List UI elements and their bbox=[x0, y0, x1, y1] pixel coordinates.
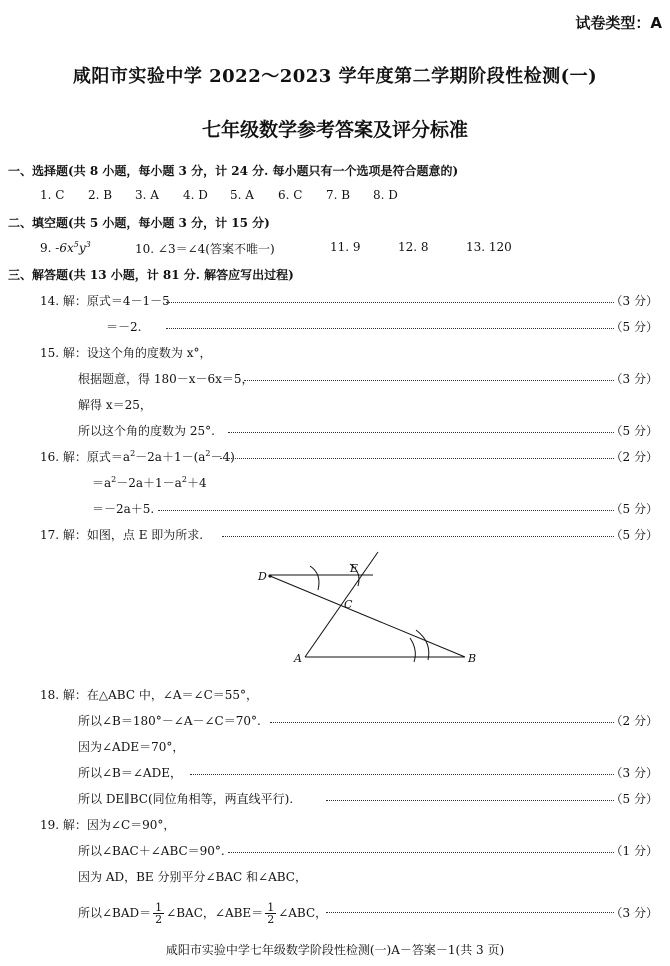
choice-answer: 1. C bbox=[40, 188, 65, 202]
q14-line1: 14. 解：原式＝4－1－5 （3 分） bbox=[40, 294, 658, 308]
q16-line1: 16. 解：原式$=a^2-2a+1-(a^2-4)$ （2 分） bbox=[40, 449, 658, 464]
q18-line3: 因为∠ADE＝70°， bbox=[78, 740, 185, 754]
choice-answer: 5. A bbox=[230, 188, 254, 202]
q18-line4: 所以∠B＝∠ADE， （3 分） bbox=[78, 766, 658, 780]
q19-line2: 所以∠BAC＋∠ABC＝90°. （1 分） bbox=[78, 844, 658, 858]
label-A: A bbox=[294, 652, 302, 665]
choice-answer: 2. B bbox=[88, 188, 113, 202]
section3-heading: 三、解答题(共 13 小题，计 81 分. 解答应写出过程) bbox=[8, 268, 294, 282]
choice-answer: 6. C bbox=[278, 188, 303, 202]
choice-answer: 7. B bbox=[326, 188, 351, 202]
q15-line3: 解得 x＝25， bbox=[78, 398, 152, 412]
document-title: 七年级数学参考答案及评分标准 bbox=[201, 119, 468, 141]
arc-at-B bbox=[416, 630, 429, 660]
q14-line2: ＝－2. （5 分） bbox=[106, 320, 658, 334]
q16-line2: $=a^2-2a+1-a^2+4$ bbox=[92, 475, 207, 490]
fill-answer-11: 11. 9 bbox=[330, 240, 361, 254]
q18-line1: 18. 解：在△ABC 中，∠A＝∠C＝55°， bbox=[40, 688, 259, 702]
q15-line4: 所以这个角的度数为 25°. （5 分） bbox=[78, 424, 658, 438]
q19-line1: 19. 解：因为∠C＝90°， bbox=[40, 818, 176, 832]
q15-line2: 根据题意，得 180－x－6x＝5， （3 分） bbox=[78, 372, 658, 386]
q16-line3: ＝－2a＋5. （5 分） bbox=[92, 502, 658, 516]
label-E: E bbox=[350, 562, 359, 575]
choice-answer: 3. A bbox=[135, 188, 159, 202]
page-footer: 咸阳市实验中学七年级数学阶段性检测(一)A－答案－1(共 3 页) bbox=[165, 943, 505, 957]
fill-answer-13: 13. 120 bbox=[466, 240, 512, 254]
label-C: C bbox=[344, 598, 353, 611]
fill-answer-9: 9. $-6x^5y^3$ bbox=[40, 240, 91, 255]
q18-line5: 所以 DE∥BC(同位角相等，两直线平行). （5 分） bbox=[78, 792, 658, 806]
point-D bbox=[268, 574, 271, 577]
section1-heading: 一、选择题(共 8 小题，每小题 3 分，计 24 分. 每小题只有一个选项是符合题意的) bbox=[8, 164, 459, 178]
fill-answer-10: 10. ∠3＝∠4(答案不唯一) bbox=[135, 242, 275, 256]
q15-line1: 15. 解：设这个角的度数为 x°， bbox=[40, 346, 212, 360]
line-DB bbox=[270, 576, 465, 657]
choice-answer: 4. D bbox=[183, 188, 208, 202]
section2-heading: 二、填空题(共 5 小题，每小题 3 分，计 15 分) bbox=[8, 216, 270, 230]
q19-line3: 因为 AD，BE 分别平分∠BAC 和∠ABC， bbox=[78, 870, 307, 884]
q17-geometry-figure bbox=[250, 550, 490, 670]
q18-line2: 所以∠B＝180°－∠A－∠C＝70°. （2 分） bbox=[78, 714, 658, 728]
paper-type-label: 试卷类型：A bbox=[575, 14, 662, 32]
q17-line1: 17. 解：如图，点 E 即为所求. （5 分） bbox=[40, 528, 658, 542]
fraction-one-half: $\frac{1}{2}$ bbox=[155, 901, 163, 926]
arc-at-B-inner bbox=[410, 638, 415, 662]
school-header: 咸阳市实验中学 2022～2023 学年度第二学期阶段性检测(一) bbox=[72, 66, 598, 87]
arc-at-D bbox=[310, 566, 319, 590]
fraction-one-half: $\frac{1}{2}$ bbox=[267, 901, 275, 926]
choice-answer: 8. D bbox=[373, 188, 398, 202]
fill-answer-12: 12. 8 bbox=[398, 240, 429, 254]
line-AE bbox=[305, 552, 378, 657]
label-B: B bbox=[468, 652, 477, 665]
label-D: D bbox=[258, 570, 267, 583]
q19-line4: 所以∠BAD＝ $\frac{1}{2}$ ∠BAC，∠ABE＝ $\frac{1}{2}$ ∠ABC， （3 分） bbox=[78, 901, 658, 926]
